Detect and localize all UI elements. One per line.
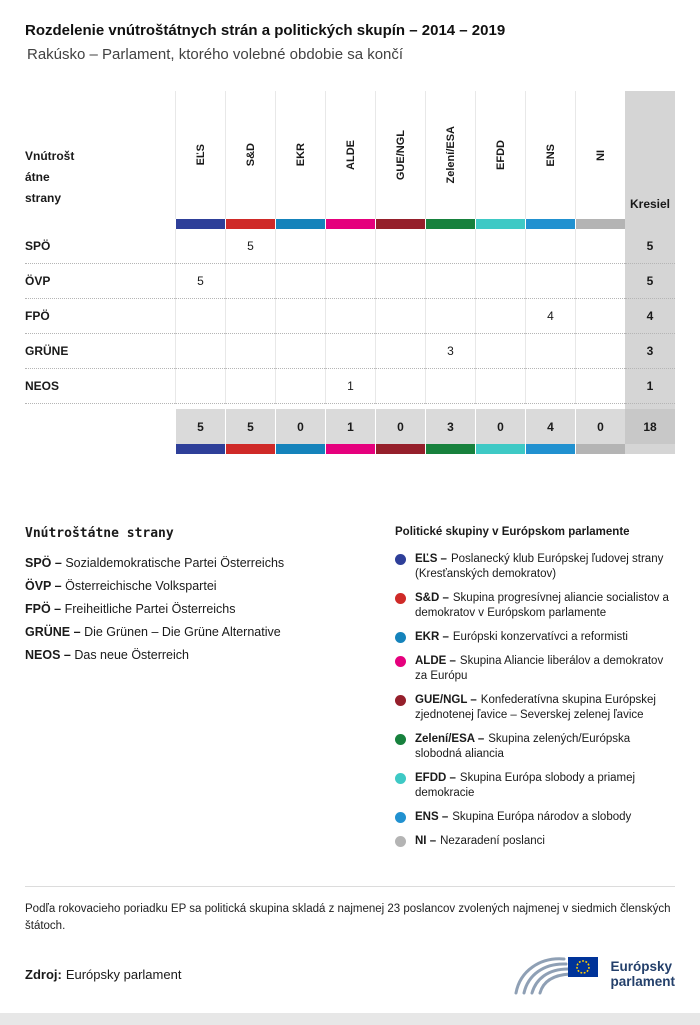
legend-item: Zelení/ESA – Skupina zelených/Európska slobodná aliancia (395, 732, 675, 762)
group-color-dot (395, 554, 406, 565)
table-cell: 5 (175, 264, 225, 299)
legend-item: S&D – Skupina progresívnej aliancie socialistov a demokratov v Európskom parlamente (395, 591, 675, 621)
group-color-dot (395, 632, 406, 643)
party-label: FPÖ (25, 299, 175, 334)
group-color-bar (275, 219, 325, 229)
table-cell (225, 369, 275, 404)
legend-item: ÖVP – Österreichische Volkspartei (25, 579, 217, 593)
total-cell: 5 (225, 409, 275, 444)
source: Zdroj: Európsky parlament (25, 966, 182, 982)
page-title: Rozdelenie vnútroštátnych strán a politických skupín – 2014 – 2019 (25, 22, 506, 39)
table-cell (375, 369, 425, 404)
column-header-els: EĽS (175, 91, 225, 219)
table-cell (425, 229, 475, 264)
seats-cell: 3 (625, 334, 675, 369)
source-row (25, 953, 675, 995)
table-cell (175, 334, 225, 369)
seats-cell: 1 (625, 369, 675, 404)
group-color-bar (325, 444, 375, 454)
table-cell (425, 264, 475, 299)
european-parliament-hemicycle-icon (510, 953, 602, 995)
table-cell (575, 299, 625, 334)
group-color-bar (175, 219, 225, 229)
table-cell (275, 264, 325, 299)
column-header-kresiel: Kresiel (625, 91, 675, 219)
group-color-dot (395, 812, 406, 823)
total-seats-cell: 18 (625, 409, 675, 444)
legend-item: NI – Nezaradení poslanci (395, 834, 675, 849)
table-cell (475, 299, 525, 334)
total-cell: 4 (525, 409, 575, 444)
table-cell (275, 299, 325, 334)
spacer (25, 444, 175, 454)
group-color-bar (275, 444, 325, 454)
table-cell (375, 299, 425, 334)
table-cell (175, 229, 225, 264)
table-cell (275, 229, 325, 264)
table-cell (425, 369, 475, 404)
table-cell (525, 334, 575, 369)
group-color-bar (375, 444, 425, 454)
total-cell: 1 (325, 409, 375, 444)
table-cell (325, 264, 375, 299)
seats-column-bg (625, 444, 675, 454)
table-cell (525, 369, 575, 404)
table-cell (225, 334, 275, 369)
total-cell: 0 (275, 409, 325, 444)
bottom-strip (0, 1013, 700, 1025)
corner-line: Vnútrošt (25, 149, 75, 163)
group-color-bar (525, 219, 575, 229)
group-color-bar (475, 219, 525, 229)
spacer (25, 409, 175, 444)
group-color-bar (225, 444, 275, 454)
group-color-bar (425, 444, 475, 454)
table-cell: 3 (425, 334, 475, 369)
distribution-table (25, 91, 675, 454)
total-cell: 5 (175, 409, 225, 444)
table-cell (475, 369, 525, 404)
legend-item: ENS – Skupina Európa národov a slobody (395, 810, 675, 825)
total-cell: 0 (575, 409, 625, 444)
table-cell (475, 229, 525, 264)
table-cell (425, 299, 475, 334)
total-cell: 0 (475, 409, 525, 444)
column-header-zeleni-esa: Zelení/ESA (425, 91, 475, 219)
table-cell (575, 369, 625, 404)
table-cell (375, 334, 425, 369)
party-label: SPÖ (25, 229, 175, 264)
group-color-dot (395, 734, 406, 745)
group-color-bar (325, 219, 375, 229)
table-cell (275, 334, 325, 369)
group-color-bar (575, 444, 625, 454)
table-cell (575, 334, 625, 369)
table-cell (325, 299, 375, 334)
group-color-bar (475, 444, 525, 454)
table-cell (525, 264, 575, 299)
total-cell: 0 (375, 409, 425, 444)
legend-section (25, 526, 675, 858)
corner-line: átne (25, 170, 50, 184)
seats-cell: 5 (625, 229, 675, 264)
column-header-ens: ENS (525, 91, 575, 219)
legend-item: ALDE – Skupina Aliancie liberálov a demokratov za Európu (395, 654, 675, 684)
group-color-bar (375, 219, 425, 229)
table-cell (325, 229, 375, 264)
table-cell (175, 299, 225, 334)
group-color-dot (395, 695, 406, 706)
eu-flag-icon (568, 957, 598, 977)
corner-line: strany (25, 191, 62, 205)
seats-cell: 4 (625, 299, 675, 334)
legend-item: GUE/NGL – Konfederatívna skupina Európskej zjednotenej ľavice – Severskej zelenej ľavice (395, 693, 675, 723)
legend-item: EĽS – Poslanecký klub Európskej ľudovej strany (Kresťanských demokratov) (395, 552, 675, 582)
group-color-dot (395, 773, 406, 784)
table-cell: 4 (525, 299, 575, 334)
column-header-gue-ngl: GUE/NGL (375, 91, 425, 219)
table-cell (475, 264, 525, 299)
table-cell (475, 334, 525, 369)
legend-item: FPÖ – Freiheitliche Partei Österreichs (25, 602, 236, 616)
total-cell: 3 (425, 409, 475, 444)
ep-logo (510, 953, 675, 995)
group-color-dot (395, 593, 406, 604)
seats-column-bg (625, 219, 675, 229)
table-cell: 1 (325, 369, 375, 404)
legend-item: EFDD – Skupina Európa slobody a priamej demokracie (395, 771, 675, 801)
table-cell (225, 264, 275, 299)
ep-logo-text: Európsky parlament (610, 959, 675, 989)
group-color-bar (175, 444, 225, 454)
spacer (25, 219, 175, 229)
group-color-bar (525, 444, 575, 454)
footnote: Podľa rokovacieho poriadku EP sa politická skupina skladá z najmenej 23 poslancov zvolených najmenej v siedmich členských štátoch. (25, 886, 675, 935)
column-header-ni: NI (575, 91, 625, 219)
column-header-sd: S&D (225, 91, 275, 219)
column-header-efdd: EFDD (475, 91, 525, 219)
legend-item: EKR – Európski konzervatívci a reformisti (395, 630, 675, 645)
table-cell (575, 229, 625, 264)
political-groups-legend (395, 526, 675, 858)
column-header-alde: ALDE (325, 91, 375, 219)
table-cell (325, 334, 375, 369)
table-cell (375, 229, 425, 264)
national-parties-legend (25, 526, 365, 858)
page-subtitle: Rakúsko – Parlament, ktorého volebné obdobie sa končí (27, 46, 404, 63)
table-cell (375, 264, 425, 299)
group-color-dot (395, 836, 406, 847)
seats-cell: 5 (625, 264, 675, 299)
group-color-bar (225, 219, 275, 229)
legend-item: SPÖ – Sozialdemokratische Partei Österreichs (25, 556, 285, 570)
national-parties-legend-title: Vnútroštátne strany (25, 526, 174, 541)
column-header-ekr: EKR (275, 91, 325, 219)
party-label: ÖVP (25, 264, 175, 299)
legend-item: GRÜNE – Die Grünen – Die Grüne Alternative (25, 625, 281, 639)
table-cell (275, 369, 325, 404)
table-cell (225, 299, 275, 334)
group-color-bar (575, 219, 625, 229)
table-cell (525, 229, 575, 264)
party-label: NEOS (25, 369, 175, 404)
group-color-dot (395, 656, 406, 667)
legend-item: NEOS – Das neue Österreich (25, 648, 189, 662)
table-cell: 5 (225, 229, 275, 264)
group-color-bar (425, 219, 475, 229)
table-cell (575, 264, 625, 299)
party-label: GRÜNE (25, 334, 175, 369)
table-cell (175, 369, 225, 404)
political-groups-legend-title: Politické skupiny v Európskom parlamente (395, 526, 630, 538)
table-corner-label (25, 91, 175, 219)
